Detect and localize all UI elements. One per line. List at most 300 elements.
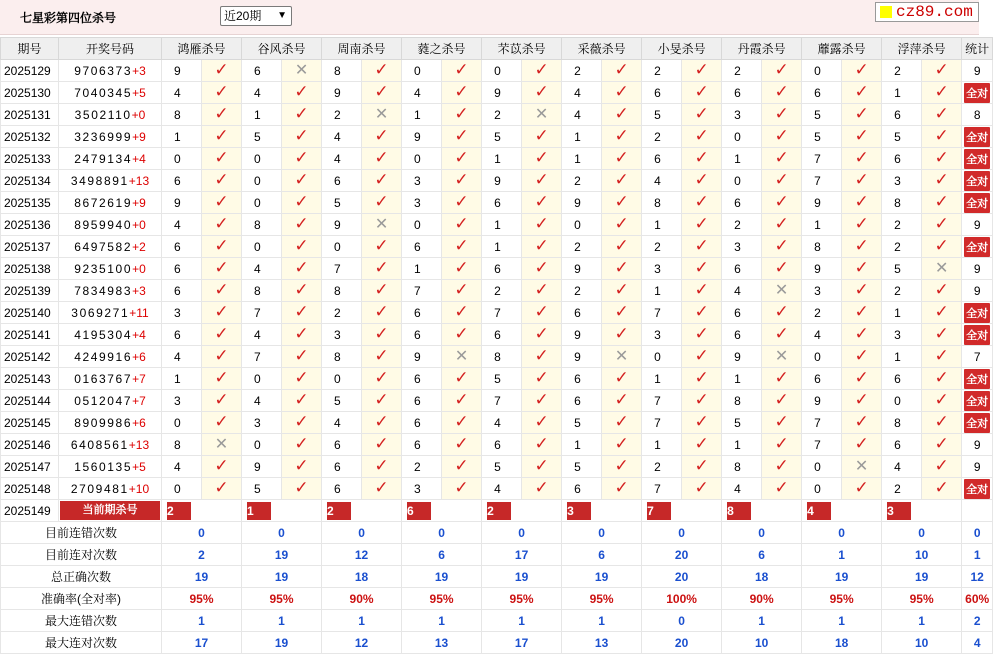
check-icon: ✓ — [294, 324, 309, 343]
summary-value-text: 6 — [438, 547, 445, 562]
summary-value-text: 0 — [758, 525, 765, 540]
stat-cell — [962, 236, 993, 258]
kill-result-cell — [682, 456, 722, 478]
issue-cell: 2025138 — [1, 258, 59, 280]
draw-digits: 6497582 — [74, 239, 133, 254]
kill-number-cell: 1 — [642, 368, 682, 390]
check-icon: ✓ — [774, 170, 789, 189]
summary-stat — [962, 566, 993, 588]
stat-cell — [962, 170, 993, 192]
draw-digits: 3069271 — [71, 305, 130, 320]
draw-number-cell — [59, 456, 162, 478]
summary-value-text: 6 — [598, 547, 605, 562]
kill-number-cell: 8 — [322, 280, 362, 302]
kill-number-cell: 8 — [162, 104, 202, 126]
kill-number-cell: 0 — [482, 60, 522, 82]
check-icon: ✓ — [614, 324, 629, 343]
issue-cell: 2025137 — [1, 236, 59, 258]
kill-number-cell: 0 — [802, 60, 842, 82]
kill-number-cell: 8 — [802, 236, 842, 258]
kill-number-cell: 1 — [162, 368, 202, 390]
check-icon: ✓ — [534, 324, 549, 343]
kill-result-cell — [602, 104, 642, 126]
draw-number-cell — [59, 412, 162, 434]
summary-value-text: 1 — [518, 613, 525, 628]
kill-number-cell: 6 — [722, 324, 762, 346]
all-correct-badge: 全对 — [964, 413, 990, 433]
kill-number-cell: 6 — [722, 192, 762, 214]
summary-row — [1, 632, 993, 654]
summary-value-text: 95% — [829, 591, 854, 606]
kill-result-cell — [362, 214, 402, 236]
kill-number-cell: 9 — [402, 346, 442, 368]
kill-number-cell: 9 — [242, 456, 282, 478]
kill-number-cell: 7 — [642, 478, 682, 500]
draw-number-cell — [59, 170, 162, 192]
kill-result-cell — [602, 192, 642, 214]
kill-number-cell: 5 — [642, 104, 682, 126]
check-icon: ✓ — [614, 412, 629, 431]
summary-value — [402, 566, 482, 588]
stat-cell: 8 — [962, 104, 993, 126]
kill-number-cell: 1 — [882, 302, 922, 324]
current-kill-cell — [882, 500, 962, 522]
column-header-draw: 开奖号码 — [59, 38, 162, 60]
kill-result-cell — [522, 60, 562, 82]
draw-digits: 2709481 — [70, 481, 129, 496]
summary-value — [162, 610, 242, 632]
kill-result-cell — [682, 368, 722, 390]
top-bar — [0, 0, 979, 35]
kill-result-cell — [282, 346, 322, 368]
draw-number-cell — [59, 368, 162, 390]
check-icon: ✓ — [454, 280, 469, 299]
kill-result-cell — [522, 82, 562, 104]
summary-value — [482, 588, 562, 610]
kill-result-cell — [602, 258, 642, 280]
kill-result-cell — [842, 192, 882, 214]
check-icon: ✓ — [294, 346, 309, 365]
summary-stat-text: 12 — [970, 569, 984, 584]
kill-result-cell — [282, 456, 322, 478]
check-icon: ✓ — [854, 236, 869, 255]
kill-number-cell: 3 — [322, 324, 362, 346]
current-kill-cell — [802, 500, 882, 522]
summary-value — [242, 566, 322, 588]
check-icon: ✓ — [694, 478, 709, 497]
column-header-expert: 谷风杀号 — [242, 38, 322, 60]
kill-number-cell: 4 — [242, 82, 282, 104]
table-row — [1, 346, 993, 368]
kill-number-cell: 2 — [482, 104, 522, 126]
summary-label: 目前连错次数 — [1, 522, 162, 544]
kill-result-cell — [922, 60, 962, 82]
column-header-expert: 蘼露杀号 — [802, 38, 882, 60]
kill-number-cell: 6 — [402, 434, 442, 456]
kill-result-cell — [202, 434, 242, 456]
kill-number-cell: 5 — [562, 412, 602, 434]
check-icon: ✓ — [294, 258, 309, 277]
kill-result-cell — [682, 346, 722, 368]
kill-result-cell — [922, 302, 962, 324]
cross-icon: ✕ — [774, 281, 789, 299]
summary-row — [1, 566, 993, 588]
table-row — [1, 60, 993, 82]
kill-result-cell — [762, 324, 802, 346]
kill-number-cell: 2 — [882, 478, 922, 500]
issue-cell: 2025136 — [1, 214, 59, 236]
kill-number-cell: 1 — [722, 148, 762, 170]
stat-cell — [962, 302, 993, 324]
stat-cell: 9 — [962, 258, 993, 280]
check-icon: ✓ — [614, 390, 629, 409]
summary-value-text: 0 — [518, 525, 525, 540]
summary-value-text: 0 — [838, 525, 845, 540]
check-icon: ✓ — [214, 104, 229, 123]
kill-number-cell: 4 — [562, 82, 602, 104]
kill-number-cell: 6 — [322, 434, 362, 456]
kill-number-cell: 6 — [882, 148, 922, 170]
check-icon: ✓ — [774, 390, 789, 409]
all-correct-badge: 全对 — [964, 369, 990, 389]
check-icon: ✓ — [854, 60, 869, 79]
kill-number-cell: 8 — [722, 390, 762, 412]
summary-value-text: 95% — [429, 591, 454, 606]
table-row — [1, 390, 993, 412]
kill-result-cell — [682, 148, 722, 170]
check-icon: ✓ — [854, 390, 869, 409]
kill-number-cell: 5 — [802, 104, 842, 126]
check-icon: ✓ — [534, 214, 549, 233]
issue-cell: 2025135 — [1, 192, 59, 214]
table-row — [1, 258, 993, 280]
kill-result-cell — [362, 456, 402, 478]
kill-number-cell: 1 — [482, 148, 522, 170]
kill-result-cell — [282, 412, 322, 434]
check-icon: ✓ — [454, 324, 469, 343]
draw-digits: 0163767 — [74, 371, 133, 386]
check-icon: ✓ — [934, 82, 949, 101]
kill-number-cell: 4 — [482, 412, 522, 434]
check-icon: ✓ — [454, 170, 469, 189]
table-row — [1, 368, 993, 390]
kill-number-cell: 9 — [162, 60, 202, 82]
table-row — [1, 126, 993, 148]
kill-number-cell: 1 — [722, 368, 762, 390]
check-icon: ✓ — [934, 302, 949, 321]
issue-cell: 2025143 — [1, 368, 59, 390]
summary-value — [482, 522, 562, 544]
kill-result-cell — [442, 456, 482, 478]
kill-number-cell: 0 — [162, 148, 202, 170]
check-icon: ✓ — [774, 412, 789, 431]
kill-number-cell: 7 — [242, 346, 282, 368]
kill-result-cell — [922, 170, 962, 192]
check-icon: ✓ — [214, 82, 229, 101]
summary-value-text: 19 — [274, 547, 289, 562]
kill-number-cell: 5 — [322, 192, 362, 214]
summary-value — [562, 522, 642, 544]
check-icon: ✓ — [214, 170, 229, 189]
all-correct-badge: 全对 — [964, 193, 990, 213]
kill-result-cell — [442, 280, 482, 302]
kill-result-cell — [362, 60, 402, 82]
summary-value-text: 0 — [198, 525, 205, 540]
check-icon: ✓ — [854, 368, 869, 387]
issue-cell: 2025148 — [1, 478, 59, 500]
kill-number-cell: 1 — [562, 434, 602, 456]
kill-number-cell: 8 — [882, 412, 922, 434]
kill-result-cell — [362, 258, 402, 280]
check-icon: ✓ — [934, 478, 949, 497]
check-icon: ✓ — [214, 60, 229, 79]
check-icon: ✓ — [694, 104, 709, 123]
summary-value — [162, 588, 242, 610]
kill-result-cell — [522, 170, 562, 192]
kill-number-cell: 3 — [882, 170, 922, 192]
kill-result-cell — [202, 258, 242, 280]
kill-result-cell — [202, 302, 242, 324]
kill-number-cell: 4 — [242, 258, 282, 280]
summary-value — [562, 632, 642, 654]
kill-number-cell: 2 — [562, 236, 602, 258]
stat-cell — [962, 324, 993, 346]
check-icon: ✓ — [294, 280, 309, 299]
issue-cell: 2025130 — [1, 82, 59, 104]
kill-result-cell — [522, 148, 562, 170]
kill-number-cell: 1 — [402, 104, 442, 126]
kill-number-cell: 8 — [242, 280, 282, 302]
check-icon: ✓ — [214, 456, 229, 475]
kill-number-cell: 5 — [722, 412, 762, 434]
check-icon: ✓ — [534, 82, 549, 101]
kill-result-cell — [442, 236, 482, 258]
all-correct-badge: 全对 — [964, 237, 990, 257]
table-row — [1, 456, 993, 478]
kill-result-cell — [682, 258, 722, 280]
kill-number-cell: 6 — [162, 170, 202, 192]
summary-value-text: 18 — [354, 569, 369, 584]
check-icon: ✓ — [534, 434, 549, 453]
kill-result-cell — [442, 60, 482, 82]
kill-result-cell — [762, 434, 802, 456]
current-issue-row — [1, 500, 993, 522]
kill-number-cell: 2 — [482, 280, 522, 302]
summary-stat — [962, 588, 993, 610]
kill-number-cell: 4 — [162, 346, 202, 368]
kill-number-cell: 0 — [802, 346, 842, 368]
check-icon: ✓ — [534, 148, 549, 167]
kill-result-cell — [842, 324, 882, 346]
kill-number-cell: 9 — [322, 214, 362, 236]
kill-result-cell — [362, 302, 402, 324]
draw-number-cell — [59, 478, 162, 500]
check-icon: ✓ — [774, 214, 789, 233]
kill-result-cell — [202, 104, 242, 126]
all-correct-badge: 全对 — [964, 325, 990, 345]
check-icon: ✓ — [934, 434, 949, 453]
kill-number-cell: 8 — [322, 60, 362, 82]
summary-value — [162, 566, 242, 588]
check-icon: ✓ — [614, 170, 629, 189]
kill-result-cell — [842, 170, 882, 192]
current-kill-cell — [482, 500, 562, 522]
check-icon: ✓ — [774, 258, 789, 277]
table-header-row — [1, 38, 993, 60]
all-correct-badge: 全对 — [964, 83, 990, 103]
kill-number-cell: 7 — [402, 280, 442, 302]
summary-value-text: 10 — [914, 635, 929, 650]
kill-result-cell — [282, 126, 322, 148]
check-icon: ✓ — [774, 368, 789, 387]
kill-number-cell: 6 — [802, 368, 842, 390]
kill-number-cell: 6 — [482, 192, 522, 214]
summary-value — [242, 544, 322, 566]
kill-number-cell: 7 — [242, 302, 282, 324]
check-icon: ✓ — [534, 368, 549, 387]
kill-number-cell: 1 — [642, 280, 682, 302]
kill-number-cell: 6 — [402, 302, 442, 324]
kill-result-cell — [922, 148, 962, 170]
summary-value-text: 0 — [678, 525, 685, 540]
summary-value — [882, 544, 962, 566]
check-icon: ✓ — [854, 104, 869, 123]
check-icon: ✓ — [374, 434, 389, 453]
kill-number-cell: 6 — [482, 434, 522, 456]
kill-number-cell: 8 — [242, 214, 282, 236]
check-icon: ✓ — [374, 60, 389, 79]
check-icon: ✓ — [854, 412, 869, 431]
summary-value — [802, 522, 882, 544]
kill-number-cell: 2 — [402, 456, 442, 478]
column-header-stat: 统计 — [962, 38, 993, 60]
all-correct-badge: 全对 — [964, 479, 990, 499]
stat-cell — [962, 412, 993, 434]
summary-value — [562, 544, 642, 566]
summary-value-text: 100% — [666, 591, 697, 606]
table-row — [1, 302, 993, 324]
summary-value — [322, 566, 402, 588]
draw-number-cell — [59, 214, 162, 236]
kill-result-cell — [362, 192, 402, 214]
period-select[interactable] — [220, 6, 292, 26]
kill-result-cell — [602, 346, 642, 368]
kill-number-cell: 3 — [642, 324, 682, 346]
site-logo[interactable] — [875, 2, 979, 22]
kill-result-cell — [202, 478, 242, 500]
kill-number-cell: 0 — [242, 236, 282, 258]
summary-value — [402, 522, 482, 544]
draw-bonus: +4 — [132, 151, 146, 166]
kill-number-cell: 5 — [882, 258, 922, 280]
kill-result-cell — [602, 302, 642, 324]
kill-number-cell: 1 — [482, 214, 522, 236]
check-icon: ✓ — [294, 104, 309, 123]
kill-result-cell — [522, 302, 562, 324]
kill-number-cell: 6 — [402, 324, 442, 346]
check-icon: ✓ — [774, 456, 789, 475]
summary-value — [882, 588, 962, 610]
all-correct-badge: 全对 — [964, 149, 990, 169]
kill-result-cell — [922, 280, 962, 302]
kill-number-cell: 5 — [482, 368, 522, 390]
current-kill-badge: 2 — [327, 502, 351, 520]
kill-result-cell — [522, 236, 562, 258]
summary-value-text: 19 — [274, 569, 289, 584]
summary-value — [242, 522, 322, 544]
current-kill-badge: 4 — [807, 502, 831, 520]
summary-label: 最大连错次数 — [1, 610, 162, 632]
current-kill-badge: 6 — [407, 502, 431, 520]
kill-result-cell — [362, 346, 402, 368]
summary-value-text: 13 — [434, 635, 449, 650]
kill-result-cell — [602, 170, 642, 192]
draw-digits: 3502110 — [74, 107, 132, 122]
summary-value — [562, 610, 642, 632]
kill-number-cell: 9 — [162, 192, 202, 214]
summary-value-text: 1 — [918, 613, 925, 628]
kill-result-cell — [442, 82, 482, 104]
summary-value-text: 95% — [269, 591, 294, 606]
summary-stat — [962, 610, 993, 632]
kill-result-cell — [922, 192, 962, 214]
kill-result-cell — [602, 390, 642, 412]
summary-value-text: 1 — [438, 613, 445, 628]
summary-value — [402, 588, 482, 610]
kill-result-cell — [762, 104, 802, 126]
check-icon: ✓ — [214, 412, 229, 431]
check-icon: ✓ — [214, 258, 229, 277]
kill-result-cell — [282, 192, 322, 214]
check-icon: ✓ — [934, 324, 949, 343]
cross-icon: ✕ — [774, 347, 789, 365]
summary-stat-text: 0 — [973, 525, 981, 540]
draw-bonus: +7 — [132, 393, 146, 408]
kill-result-cell — [682, 214, 722, 236]
draw-bonus: +11 — [129, 305, 149, 320]
summary-value — [642, 632, 722, 654]
draw-digits: 8672619 — [74, 195, 133, 210]
draw-bonus: +13 — [128, 173, 150, 188]
kill-result-cell — [362, 324, 402, 346]
check-icon: ✓ — [934, 126, 949, 145]
kill-number-cell: 9 — [562, 192, 602, 214]
summary-value — [562, 566, 642, 588]
check-icon: ✓ — [774, 236, 789, 255]
kill-result-cell — [202, 82, 242, 104]
stat-cell — [962, 478, 993, 500]
check-icon: ✓ — [854, 434, 869, 453]
kill-number-cell: 1 — [242, 104, 282, 126]
kill-result-cell — [362, 434, 402, 456]
summary-value — [562, 588, 642, 610]
kill-result-cell — [442, 126, 482, 148]
kill-number-cell: 0 — [242, 434, 282, 456]
kill-number-cell: 2 — [322, 302, 362, 324]
check-icon: ✓ — [934, 170, 949, 189]
summary-value — [242, 588, 322, 610]
check-icon: ✓ — [774, 478, 789, 497]
kill-result-cell — [522, 368, 562, 390]
summary-value — [482, 566, 562, 588]
check-icon: ✓ — [214, 302, 229, 321]
kill-number-cell: 4 — [162, 82, 202, 104]
page-title: 七星彩第四位杀号 — [20, 11, 117, 25]
check-icon: ✓ — [534, 170, 549, 189]
summary-value-text: 95% — [189, 591, 214, 606]
kill-result-cell — [922, 456, 962, 478]
check-icon: ✓ — [374, 170, 389, 189]
